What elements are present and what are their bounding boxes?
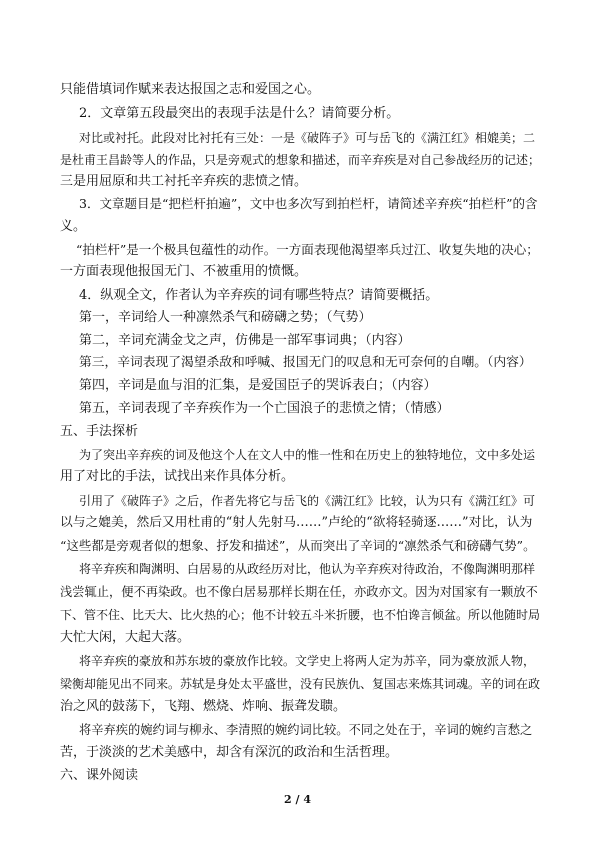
text-line: 第三，辛词表现了渴望杀敌和呼喊、报国无门的叹息和无可奈何的自嘲。（内容） <box>79 355 532 370</box>
text-line: 梁衡却能见出不同来。苏轼是身处太平盛世，没有民族仇、复国志来炼其词魂。辛的词在政 <box>60 677 541 691</box>
text-line: 第五，辛词表现了辛弃疾作为一个亡国浪子的悲愤之情；（情感） <box>79 401 450 416</box>
section-heading-5: 五、手法探析 <box>60 424 139 439</box>
text-line: 三是用屈原和共工衬托辛弃疾的悲愤之情。 <box>60 174 308 189</box>
text-line: 引用了《破阵子》之后，作者先将它与岳飞的《满江红》比较，认为只有《满江红》可 <box>79 494 536 508</box>
text-line: 将辛弃疾和陶渊明、白居易的从政经历对比，他认为辛弃疾对待政治，不像陶渊明那样 <box>79 562 536 576</box>
question-3: 3．文章题目是“把栏杆拍遍”，文中也多次写到拍栏杆，请简述辛弃疾“拍栏杆”的含 <box>79 196 538 211</box>
text-line: 对比或衬托。此段对比衬托有三处：一是《破阵子》可与岳飞的《满江红》相媲美；二 <box>79 131 536 145</box>
text-line: 苦，于淡淡的艺术美感中，却含有深沉的政治和生活哲理。 <box>60 745 399 760</box>
text-line: 将辛弃疾的豪放和苏东坡的豪放作比较。文学史上将两人定为苏辛，同为豪放派人物， <box>79 654 536 668</box>
text-line: 浅尝辄止，便不再染政。也不像白居易那样长期在任，亦政亦文。因为对国家有一颗放不 <box>60 585 538 599</box>
page-number: 2 / 4 <box>284 793 311 806</box>
text-line: 第二，辛词充满金戈之声，仿佛是一部军事词典；（内容） <box>79 333 411 348</box>
text-line: 第四，辛词是血与泪的汇集，是爱国臣子的哭诉表白；（内容） <box>79 378 437 393</box>
text-line: “拍栏杆”是一个极具包蕴性的动作。一方面表现他渴望率兵过江、收复失地的决心； <box>76 242 539 257</box>
text-line: 将辛弃疾的婉约词与柳永、李清照的婉约词比较。不同之处在于，辛词的婉约言愁之 <box>79 723 533 737</box>
text-line: 下、管不住、比天大、比火热的心；他不计较五斗米折腰，也不怕谗言倾盆。所以他随时局 <box>60 608 541 622</box>
text-line: 用了对比的手法，试找出来作具体分析。 <box>60 469 295 484</box>
text-line: 治之风的鼓荡下，飞翔、燃烧、炸响、振聋发聩。 <box>60 699 347 714</box>
text-line: 是杜甫王昌龄等人的作品，只是旁观式的想象和描述，而辛弃疾是对自己参战经历的记述； <box>60 153 541 167</box>
question-4: 4．纵观全文，作者认为辛弃疾的词有哪些特点？请简要概括。 <box>79 288 439 303</box>
text-line: 大忙大闲，大起大落。 <box>60 630 191 645</box>
text-line: 以与之媲美，然后又用杜甫的“射人先射马……”卢纶的“欲将轻骑逐……”对比，认为 <box>60 515 533 530</box>
text-line: 只能借填词作赋来表达报国之志和爱国之心。 <box>60 82 321 97</box>
text-line: 第一，辛词给人一种凛然杀气和磅礴之势；（气势） <box>79 310 372 325</box>
text-line: 一方面表现他报国无门、不被重用的愤慨。 <box>60 264 308 279</box>
question-2: 2．文章第五段最突出的表现手法是什么？请简要分析。 <box>79 106 400 121</box>
section-heading-6: 六、课外阅读 <box>60 768 139 783</box>
text-line: “这些都是旁观者似的想象、抒发和描述”，从而突出了辛词的“凛然杀气和磅礴气势”。 <box>60 538 536 553</box>
text-line: 义。 <box>60 219 87 234</box>
text-line: 为了突出辛弃疾的词及他这个人在文人中的惟一性和在历史上的独特地位，文中多处运 <box>79 448 536 462</box>
